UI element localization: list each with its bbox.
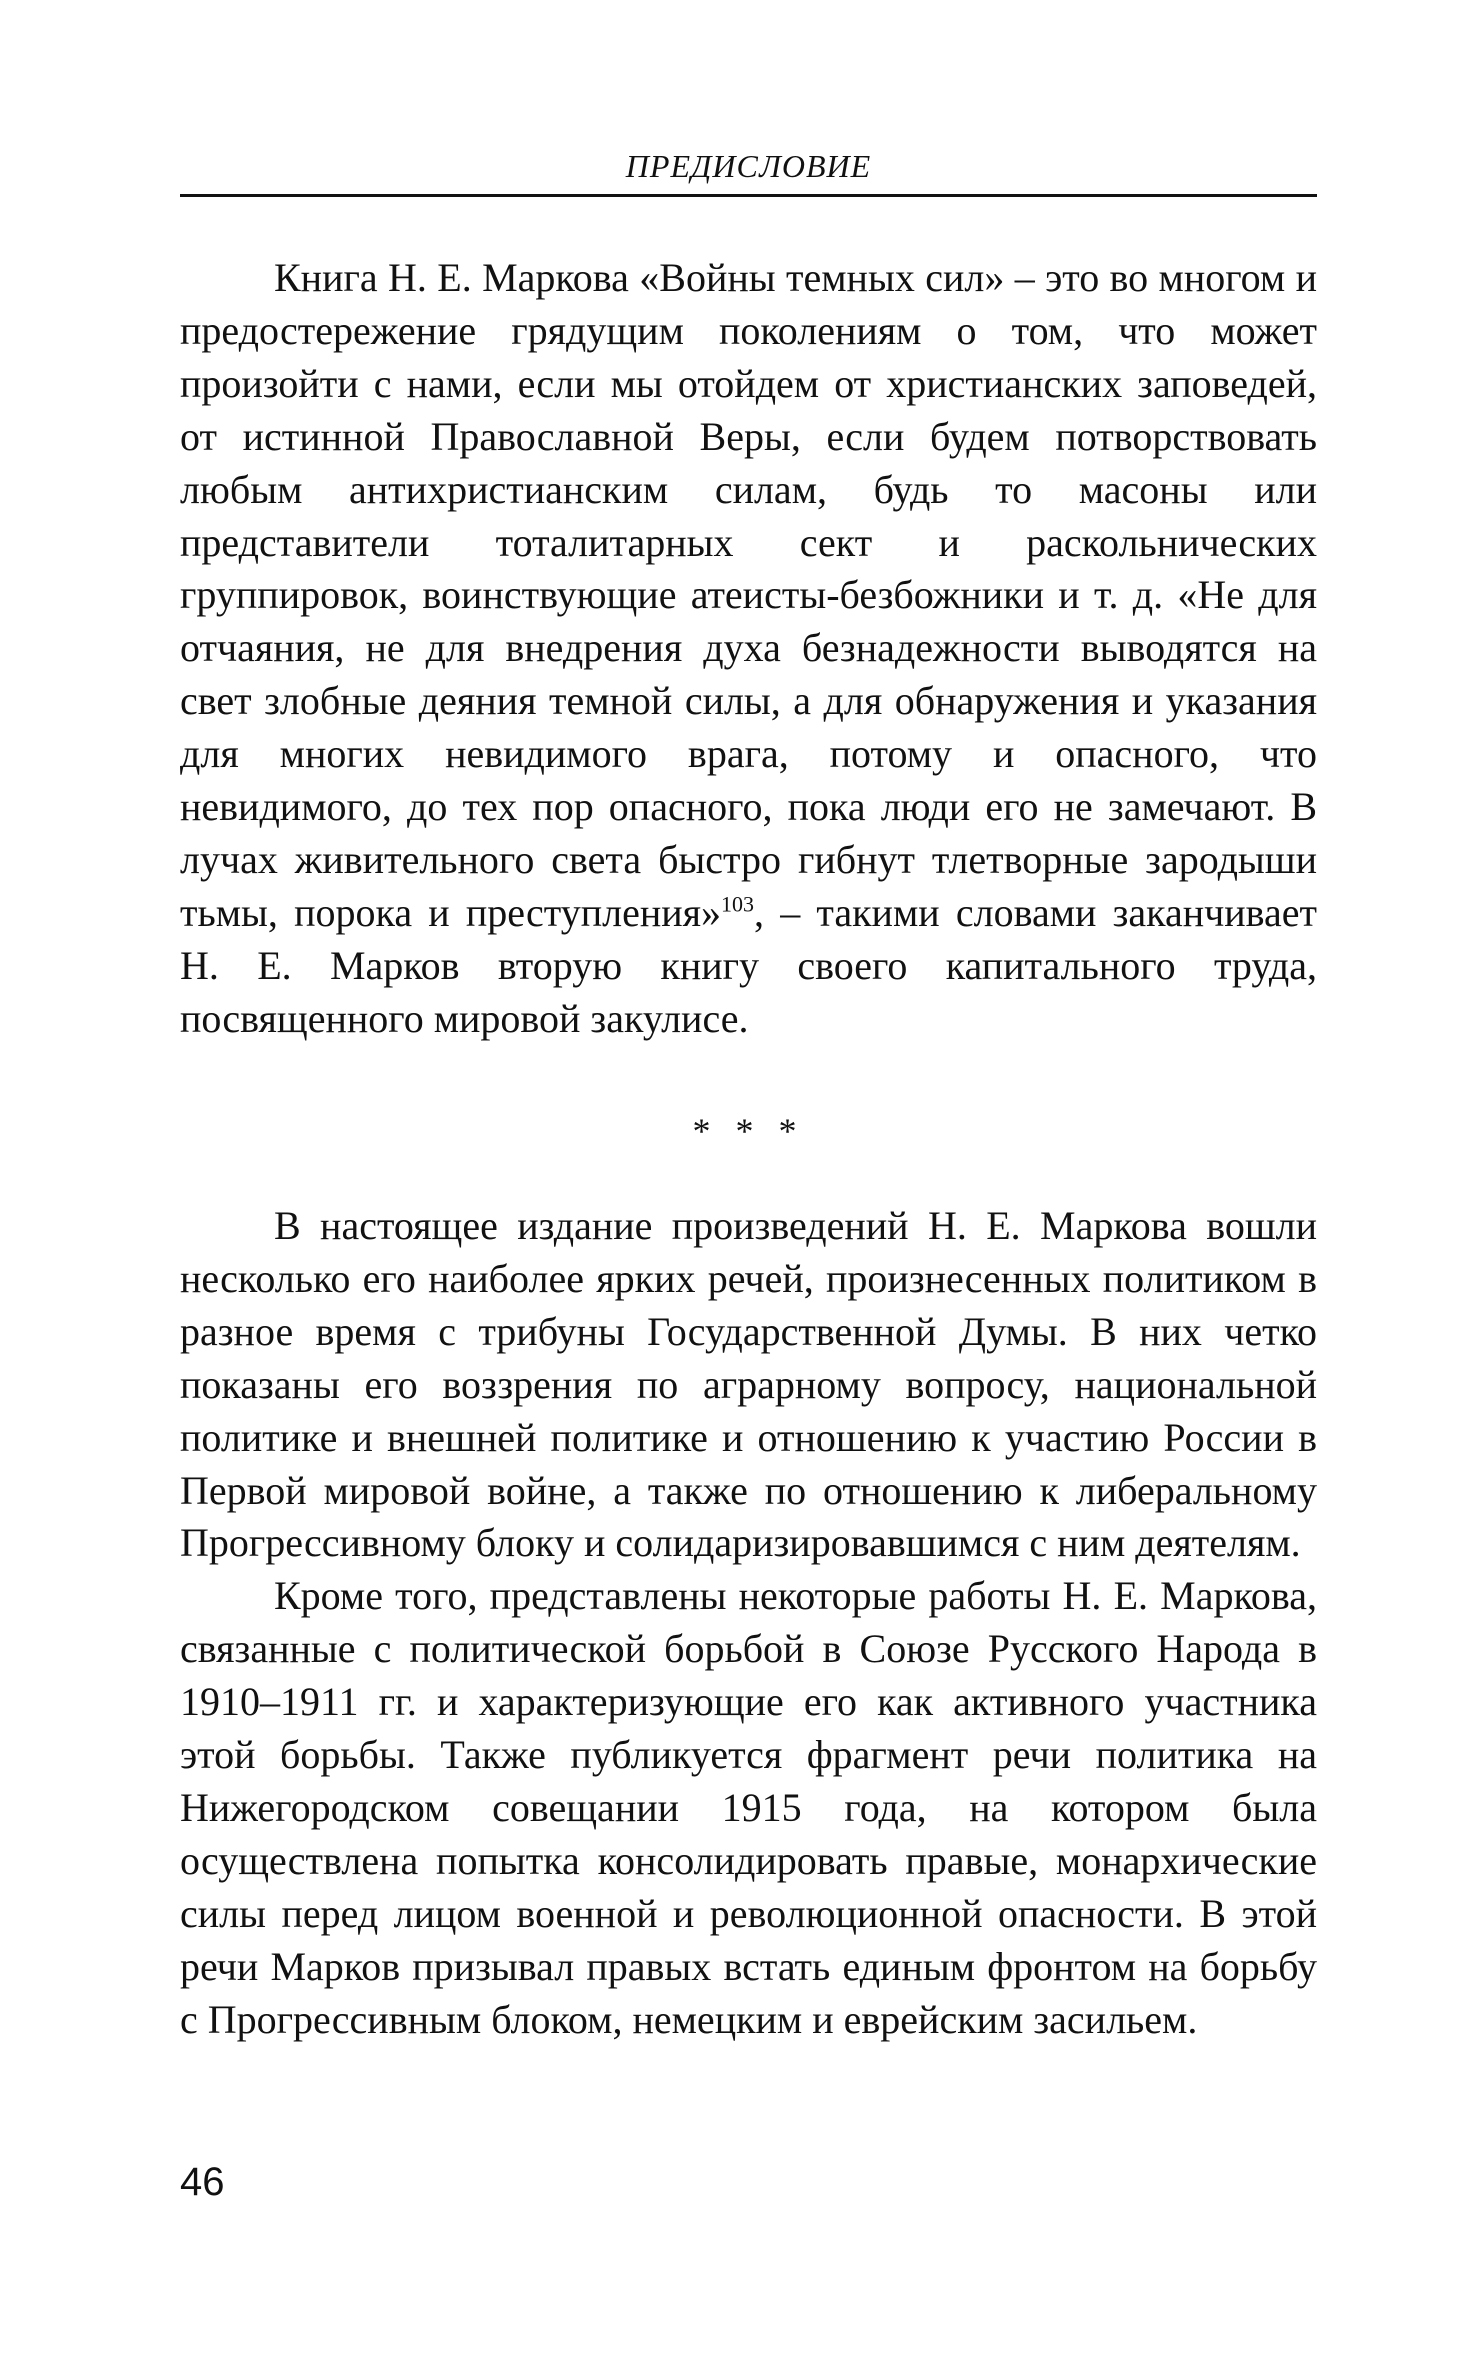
paragraph-3: Кроме того, представлены некоторые работы Н. Е. Маркова, связанные с политической борьбой в Союзе Русского Народа в 1910–1911 гг. и характеризующие его как активного участника этой борьбы. Также публикуется фрагмент речи политика на Нижегородском совещании 1915 года, на котором была осуществлена попытка консолидировать правые, монархические силы перед лицом военной и революционной опасности. В этой речи Марков призывал правых встать единым фронтом на борьбу с Прогрессивным блоком, немецким и еврейским засильем. xyxy=(180,1573,1317,2042)
paragraph-1 xyxy=(180,252,1317,1046)
text-block-top xyxy=(180,252,1317,1046)
paragraph-1-text: Книга Н. Е. Маркова «Войны темных сил» – это во многом и предостережение грядущим поколениям о том, что может произойти с нами, если мы отойдем от христианских заповедей, от истинной Православной Веры, если будем потворствовать любым антихристианским силам, будь то масоны или представители тоталитарных сект и раскольнических группировок, воинствующие атеисты-безбожники и т. д. «Не для отчаяния, не для внедрения духа безнадежности выводятся на свет злобные деяния темной силы, а для обнаружения и указания для многих невидимого врага, потому и опасного, что невидимого, до тех пор опасного, пока люди его не замечают. В лучах живительного света быстро гибнут тлетворные зародыши тьмы, порока и преступления» xyxy=(180,255,1317,935)
running-header: ПРЕДИСЛОВИЕ xyxy=(625,148,872,184)
text-block-bottom xyxy=(180,1200,1317,2047)
page-number: 46 xyxy=(180,2160,225,2204)
footnote-reference: 103 xyxy=(721,891,755,917)
header-rule xyxy=(180,194,1317,197)
paragraph-2: В настоящее издание произведений Н. Е. Маркова вошли несколько его наиболее ярких речей, произнесенных политиком в разное время с трибуны Государственной Думы. В них четко показаны его воззрения по аграрному вопросу, национальной политике и внешней политике и отношению к участию России в Первой мировой войне, а также по отношению к либеральному Прогрессивному блоку и солидаризировавшимся с ним деятелям. xyxy=(180,1203,1317,1566)
paragraph-1-text-continued: , – такими словами заканчивает Н. Е. Марков вторую книгу своего капитального труда, посвященного мировой закулисе. xyxy=(180,889,1318,1041)
section-break: * * * xyxy=(692,1111,805,1151)
